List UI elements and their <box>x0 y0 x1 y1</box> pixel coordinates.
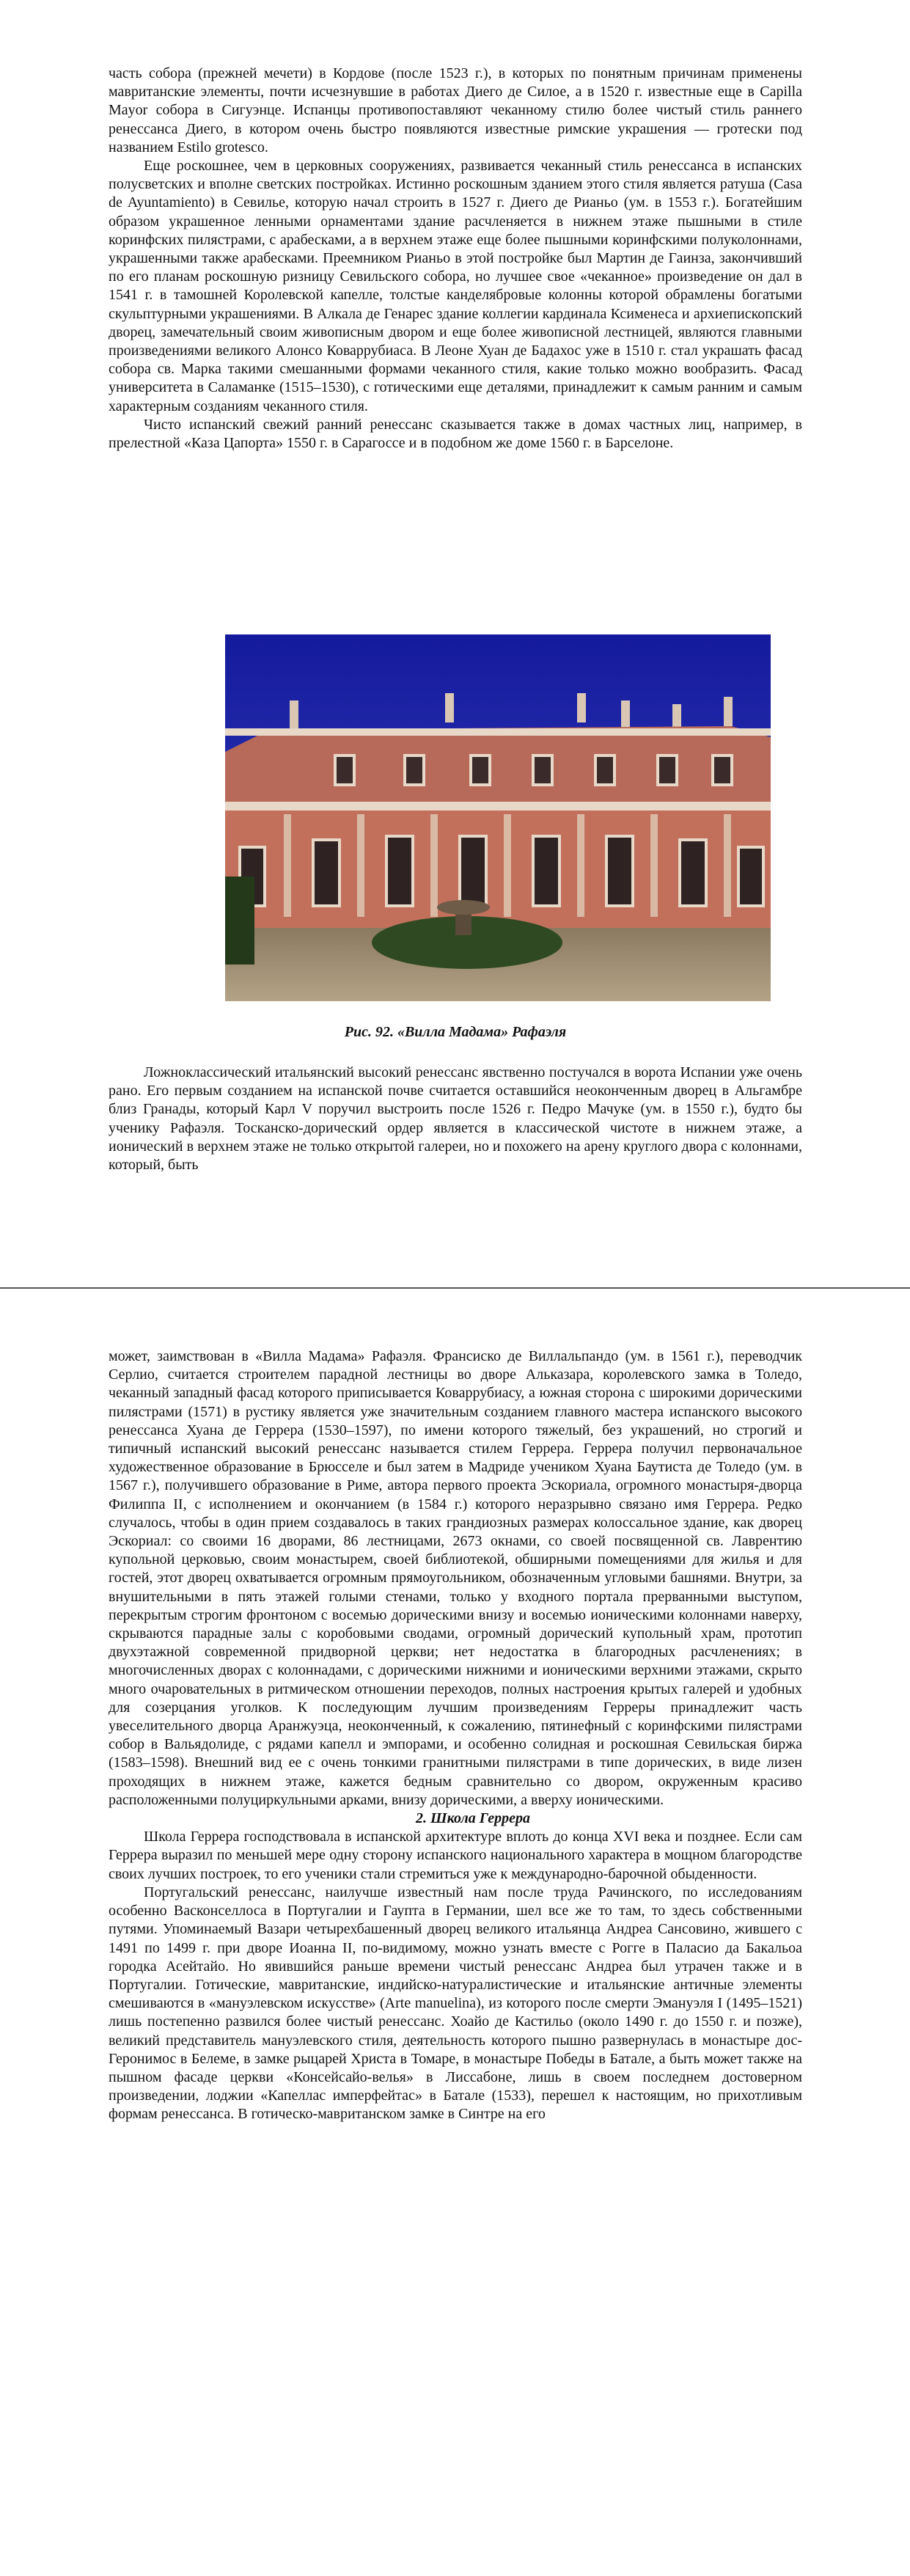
paragraph: Чисто испанский свежий ранний ренессанс сказывается также в домах частных лиц, например, в прелестной «Каза Цапорта» 1550 г. в Сарагоссе и в подобном же доме 1560 г. в Барселоне. <box>109 416 802 452</box>
paragraph: Ложноклассический итальянский высокий ренессанс явственно постучался в ворота Испании уже очень рано. Его первым созданием на испанской почве считается оставшийся неоконченным дворец в Альгамбре близ Гранады, который Карл V поручил выстроить после 1526 г. Педро Мачуке (ум. в 1550 г.), будто бы ученику Рафаэля. Тосканско-дорический ордер является в классической чистоте в нижнем этаже, а ионический в верхнем этаже не только открытой галереи, но и похожего на арену круглого двора с колоннами, который, быть <box>109 1064 802 1174</box>
paragraph: может, заимствован в «Вилла Мадама» Рафаэля. Франсиско де Виллальпандо (ум. в 1561 г.), переводчик Серлио, считается строителем парадной лестницы во дворе Альказара, королевского замка в Толедо, чеканный западный фасад которого приписывается Коваррубиасу, а южная сторона с широкими дорическими пилястрами (1571) в рустику является уже значительным созданием главного мастера испанского высокого ренессанса Хуана де Геррера (1530–1597), по имени которого тяжелый, без украшений, но строгий и типичный испанский высокий ренессанс называется стилем Геррера. Геррера получил первоначальное художественное образование в Брюсселе и был затем в Мадриде учеником Хуана Баутиста де Толедо (ум. в 1567 г.), получившего образование в Риме, автора первого проекта Эскориала, огромного монастыря-дворца Филиппа II, с исполнением и окончанием (в 1584 г.) которого неразрывно связано имя Геррера. Редко случалось, чтобы в один прием создавалось в таких грандиозных размерах колоссальное здание, как дворец Эскориал: со своими 16 дворами, 86 лестницами, 2673 окнами, со своей посвященной св. Лаврентию купольной церковью, своим монастырем, своей библиотекой, обширными помещениями для жилья и для гостей, этот дворец охватывается огромным прямоугольником, обозначенным угловыми башнями. Внутри, за внушительными в пять этажей голыми стенами, только у входного портала прерванными выступом, перекрытым строгим фронтоном с восемью дорическими внизу и восемью ионическими колоннами наверху, скрываются парадные залы с коробовыми сводами, огромный дорический купольный храм, прототип двухэтажной современной придворной церкви; нет недостатка в благородных расчленениях; в многочисленных дворах с колоннадами, с дорическими нижними и ионическими верхними этажами, скрыто много очаровательных в ритмическом отношении переходов, полных настроения крытых галерей и удобных для созерцания уголков. К последующим лучшим произведениям Герреры принадлежит часть увеселительного дворца Аранжуэца, неоконченный, к сожалению, пятинефный с коринфскими пилястрами собор в Вальядолиде, с рядами капелл и эмпорами, и особенно солидная и роскошная Севильская биржа (1583–1598). Внешний вид ее с очень тонкими гранитными пилястрами в типе дорических, в виде лизен проходящих в нижнем этаже, кажется бедным сравнительно со двором, окруженным красиво расположенными полуциркульными арками, внизу дорическими, а вверху ионическими. <box>109 1348 802 1808</box>
villa-madama-image <box>225 634 771 1001</box>
figure-caption: Рис. 92. «Вилла Мадама» Рафаэля <box>344 1024 567 1040</box>
page1-text-bottom <box>109 1064 802 1174</box>
document-page-2 <box>0 1289 910 2576</box>
paragraph: Школа Геррера господствовала в испанской архитектуре вплоть до конца XVI века и позднее. Если сам Геррера выразил по меньшей мере одну сторону испанского национального характера в мощном благородстве своих лучших построек, то его ученики стали стремиться уже к международно-барочной обыденности. <box>109 1829 802 1882</box>
page2-section-b <box>109 1828 802 2123</box>
page2-text <box>109 1347 802 2124</box>
section-heading: 2. Школа Геррера <box>416 1810 530 1827</box>
paragraph: Еще роскошнее, чем в церковных сооружениях, развивается чеканный стиль ренессанса в испанских полусветских и вполне светских постройках. Истинно роскошным зданием этого стиля является ратуша (Casa de Ayuntamiento) в Севилье, которую начал строить в 1527 г. Диего де Рианьо (ум. в 1553 г.). Богатейшим образом украшенное ленными орнаментами здание расчленяется в нижнем этаже пышными в стиле коринфских пилястрами, с арабесками, а в верхнем этаже еще более пышными коринфскими полуколоннами, украшенными также арабесками. Преемником Рианьо в этой постройке был Мартин де Гаинза, закончивший по его планам роскошную ризницу Севильского собора, но лучшее свое «чеканное» произведение он дал в 1541 г. в тамошней Королевской капелле, толстые канделябровые колонны которой обрамлены богатыми скульптурными украшениями. В Алкала де Генарес здание коллегии кардинала Ксименеса и архиепископский дворец, замечательный своим живописным двором и еще более живописной лестницей, являются главными произведениями великого Алонсо Коваррубиаса. В Леоне Хуан де Бадахос уже в 1510 г. стал украшать фасад собора св. Марка такими смешанными формами чеканного стиля, какие только можно вообразить. Фасад университета в Саламанке (1515–1530), с готическими еще деталями, принадлежит к самым ранним и самым характерным созданиям чеканного стиля. <box>109 158 802 414</box>
page1-text-top <box>109 65 802 453</box>
villa-madama-photo <box>225 634 771 1001</box>
page2-section-a <box>109 1347 802 1810</box>
paragraph: часть собора (прежней мечети) в Кордове (после 1523 г.), в которых по понятным причинам применены мавританские элементы, почти исчезнувшие в работах Диего де Силое, а в 1520 г. известные еще в Capilla Mayor собора в Сигуэнце. Испанцы противопоставляют чеканному стилю более чистый стиль раннего ренессанса Диего, в котором очень быстро появляются известные римские украшения — гротески под названием Estilo grotesco. <box>109 65 802 155</box>
paragraph: Португальский ренессанс, наилучше известный нам после труда Рачинского, по исследованиям особенно Васконселлоса в Португалии и Гаупта в Германии, шел все же то там, то здесь собственными путями. Упоминаемый Вазари четырехбашенный дворец великого итальянца Андреа Сансовино, жившего с 1491 по 1499 г. при дворе Иоанна II, по-видимому, можно узнать вместе с Рогге в Паласио да Бакальоа городка Асейтайо. Но явившийся раньше времени чистый ренессанс Андреа был утрачен также и в Португалии. Готические, мавританские, индийско-натуралистические и итальянские античные элементы смешиваются в «мануэлевском искусстве» (Arte manuelina), из которого после смерти Эмануэля I (1495–1521) лишь постепенно развился более чистый ренессанс. Хоайо де Кастильо (около 1490 г. до 1550 г. и позже), великий представитель мануэлевского стиля, деятельность которого пышно развернулась в монастыре дос-Геронимос в Белеме, в замке рыцарей Христа в Томаре, в монастыре Победы в Батале, а быть может также на пышном фасаде церкви «Консейсайо-велья» в Лиссабоне, лишь в своем последнем достоверном произведении, лоджии «Капеллас имперфейтас» в Батале (1533), перешел к настоящим, но прихотливым формам ренессанса. В готическо-мавританском замке в Синтре на его <box>109 1884 802 2123</box>
